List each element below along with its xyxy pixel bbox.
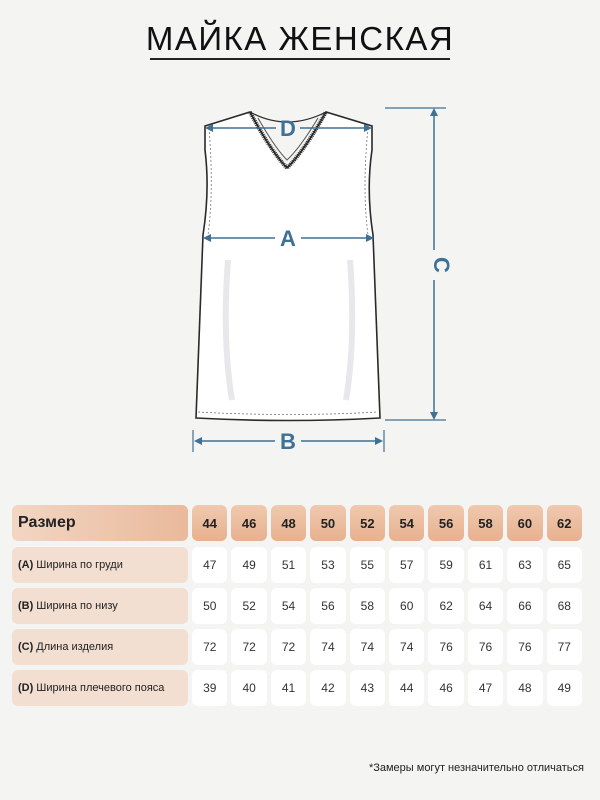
value-cell: 47 <box>192 547 227 583</box>
row-name: Ширина по груди <box>36 559 123 571</box>
value-cell: 72 <box>192 629 227 665</box>
size-cell: 46 <box>231 505 266 541</box>
row-name: Длина изделия <box>36 641 114 653</box>
value-cell: 74 <box>389 629 424 665</box>
value-cell: 41 <box>271 670 306 706</box>
row-name: Ширина по низу <box>36 600 118 612</box>
row-label <box>12 670 188 706</box>
label-b: B <box>280 429 296 454</box>
value-cell: 74 <box>350 629 385 665</box>
value-cell: 72 <box>271 629 306 665</box>
value-cell: 76 <box>507 629 542 665</box>
value-cell: 51 <box>271 547 306 583</box>
value-cell: 59 <box>428 547 463 583</box>
page-title: МАЙКА ЖЕНСКАЯ <box>145 20 455 57</box>
value-cell: 77 <box>547 629 582 665</box>
value-cell: 39 <box>192 670 227 706</box>
size-cell: 52 <box>350 505 385 541</box>
dimension-b <box>193 429 384 454</box>
row-label <box>12 547 188 583</box>
table-row <box>12 670 586 706</box>
row-label <box>12 629 188 665</box>
value-cell: 52 <box>231 588 266 624</box>
value-cell: 76 <box>428 629 463 665</box>
header-label: Размер <box>12 505 188 541</box>
value-cell: 54 <box>271 588 306 624</box>
label-d: D <box>280 116 296 141</box>
size-cell: 50 <box>310 505 345 541</box>
value-cell: 65 <box>547 547 582 583</box>
value-cell: 43 <box>350 670 385 706</box>
table-row <box>12 629 586 665</box>
value-cell: 44 <box>389 670 424 706</box>
value-cell: 40 <box>231 670 266 706</box>
footnote: *Замеры могут незначительно отличаться <box>368 762 584 774</box>
row-code: (D) <box>18 682 34 694</box>
value-cell: 64 <box>468 588 503 624</box>
garment-diagram <box>0 90 600 470</box>
value-cell: 46 <box>428 670 463 706</box>
value-cell: 62 <box>428 588 463 624</box>
table-row <box>12 588 586 624</box>
value-cell: 60 <box>389 588 424 624</box>
value-cell: 57 <box>389 547 424 583</box>
size-cell: 58 <box>468 505 503 541</box>
row-label <box>12 588 188 624</box>
title-underline <box>150 58 450 60</box>
size-cell: 44 <box>192 505 227 541</box>
value-cell: 47 <box>468 670 503 706</box>
dimension-c <box>385 108 454 420</box>
size-table <box>12 505 586 711</box>
table-header-row <box>12 505 586 541</box>
value-cell: 61 <box>468 547 503 583</box>
row-name: Ширина плечевого пояса <box>36 682 165 694</box>
size-cell: 54 <box>389 505 424 541</box>
size-cell: 56 <box>428 505 463 541</box>
value-cell: 48 <box>507 670 542 706</box>
table-row <box>12 547 586 583</box>
value-cell: 49 <box>231 547 266 583</box>
value-cell: 50 <box>192 588 227 624</box>
value-cell: 55 <box>350 547 385 583</box>
size-cell: 48 <box>271 505 306 541</box>
value-cell: 74 <box>310 629 345 665</box>
value-cell: 58 <box>350 588 385 624</box>
value-cell: 49 <box>547 670 582 706</box>
value-cell: 56 <box>310 588 345 624</box>
row-code: (B) <box>18 600 34 612</box>
value-cell: 72 <box>231 629 266 665</box>
value-cell: 68 <box>547 588 582 624</box>
row-code: (A) <box>18 559 34 571</box>
row-code: (C) <box>18 641 34 653</box>
value-cell: 76 <box>468 629 503 665</box>
value-cell: 53 <box>310 547 345 583</box>
size-cell: 60 <box>507 505 542 541</box>
value-cell: 42 <box>310 670 345 706</box>
label-a: A <box>280 226 296 251</box>
size-cell: 62 <box>547 505 582 541</box>
value-cell: 66 <box>507 588 542 624</box>
label-c: C <box>429 257 454 273</box>
value-cell: 63 <box>507 547 542 583</box>
